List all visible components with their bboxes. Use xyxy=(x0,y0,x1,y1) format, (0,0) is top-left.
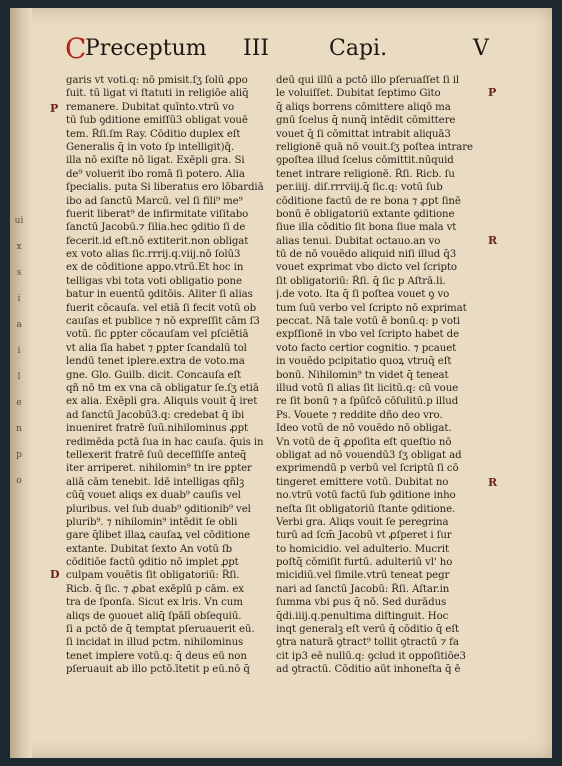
running-head-initial: C xyxy=(65,32,87,65)
text-line: ad ſanctū Jacobū3.q: credebat q̄ ibi xyxy=(66,409,245,421)
text-line: de⁹ voluerit ibo romā ſi potero. Alia xyxy=(66,168,245,180)
text-line: ſit obligatoriū: R̃ſi. q̄ ſic p Aſtrā.li. xyxy=(276,275,446,287)
gutter-marks xyxy=(12,208,26,494)
text-line: illa nō exiſte nō ligat. Exēpli gra. Si xyxy=(66,155,245,167)
text-line: qñ nō tm ex vna cā obligatur ſe.ſʒ etiā xyxy=(66,382,259,394)
text-line: batur in euentū ꝯditōis. Aliter ſi alias xyxy=(66,289,253,301)
text-line: vouet exprimat vbo dicto vel ſcripto xyxy=(276,262,457,274)
gutter-mark: e xyxy=(16,398,22,408)
text-line: le voluiſſet. Dubitat ſeptimo Gito xyxy=(276,88,441,100)
text-line: voto facto certior cognitio. ⁊ pcauet xyxy=(276,342,457,354)
text-line: culpam vouētis ſit obligatoriū: R̃ſi. xyxy=(66,570,240,582)
text-line: ad ꝯtractū. Cōditio aūt inhoneſta q̄ ē xyxy=(276,664,461,676)
gutter-mark: n xyxy=(16,424,22,434)
text-line: ꝯpoſtea illud ſcelus cōmittit.nūquid xyxy=(276,155,454,167)
text-line: cōditione factū de re bona ⁊ ꝓpt ſinē xyxy=(276,195,461,207)
text-line: fuerit liberat⁹ de infirmitate viſitabo xyxy=(66,208,249,220)
text-line: votū. ſic ꝑpter cōcauſam vel pſciētiā xyxy=(66,329,249,341)
text-line: micidiū.vel ſimile.vtrū teneat pegr xyxy=(276,570,450,582)
text-line: tenet implere votū.q: q̄ deus eū non xyxy=(66,650,247,662)
text-line: plurib⁹. ⁊ nihilomin⁹ intēdit ſe obli xyxy=(66,516,238,528)
text-line: re ſit bonū ⁊ a ſpūſcō cōſulitū.p illud xyxy=(276,396,459,408)
text-line: gne. Glo. Guilb. dicit. Concauſa eſt xyxy=(66,369,242,381)
gutter-mark: a xyxy=(16,320,22,330)
margin-mark-right: R xyxy=(488,476,498,489)
text-line: to homicidio. vel adulterio. Mucrit xyxy=(276,543,450,555)
text-line: ex de cōditione appo.vtrū.Et hoc in xyxy=(66,262,244,274)
text-line: ſiue illa cōditio ſit bona ſiue mala vt xyxy=(276,222,457,234)
gutter-mark: p xyxy=(16,450,22,460)
gutter-mark: ui xyxy=(14,216,24,226)
text-line: Ideo votū de nō vouēdo nō obligat. xyxy=(276,423,452,435)
book-page xyxy=(10,8,552,758)
text-line: ex alia. Exēpli gra. Aliquis vouit q̄ iret xyxy=(66,396,258,408)
text-line: cōditiōe factū ꝯditio nō implet ꝓpt xyxy=(66,557,239,569)
text-line: in vouēdo pcipitatio quoꝝ vtruq̄ eſt xyxy=(276,356,452,368)
text-line: lendū tenet iplere.extra de voto.ma xyxy=(66,356,245,368)
margin-mark-left: P xyxy=(50,102,59,115)
text-line: poſtq̄ cōmiſit furtū. adulteriū vl' ho xyxy=(276,557,453,569)
gutter-mark: l xyxy=(17,372,21,382)
text-line: q̄ aliqs borrens cōmittere aliqō ma xyxy=(276,101,451,113)
text-line: peccat. Nā tale votū ē bonū.q: p voti xyxy=(276,316,461,328)
text-line: cūq̄ vouet aliqs ex duab⁹ cauſis vel xyxy=(66,490,241,502)
text-line: ſanctū Jacobū.⁊ ſilia.hec ꝯditio ſi de xyxy=(66,222,246,234)
text-line: aliā cām tenebit. Idē intelligas qñlꝫ xyxy=(66,476,245,488)
text-line: ſpecialis. puta Si liberatus ero lōbardiā xyxy=(66,182,264,194)
text-line: tellexerit fratrē ſuū deceſſiſſe anteq̄ xyxy=(66,449,247,461)
text-line: Generalis q̄ in voto ſp intelligit)q̃. xyxy=(66,141,235,153)
text-line: q̄di.iiij.q.penultima diſtinguit. Hoc xyxy=(276,610,449,622)
running-head-number: III xyxy=(243,36,270,61)
text-line: fecerit.id eſt.nō extiterit.non obligat xyxy=(66,235,249,247)
text-line: nari ad ſanctū Jacobū: R̃ſi. Aſtar.in xyxy=(276,583,450,595)
text-line: tū ſub ꝯditione emiſſū3 obligat vouē xyxy=(66,115,248,127)
text-line: per.iiij. diſ.rrrviij.q̄ ſic.q: votū ſub xyxy=(276,182,443,194)
text-line: j.de voto. Ita q̄ ſi poſtea vouet ꝯ vo xyxy=(276,289,450,301)
text-line: Vn votū de q̄ ꝓpoſita eſt queſtio nō xyxy=(276,436,452,448)
text-line: expſſionē in vbo vel ſcripto habet de xyxy=(276,329,460,341)
text-line: pluribus. vel ſub duab⁹ ꝯditionib⁹ vel xyxy=(66,503,251,515)
gutter-mark: s xyxy=(16,268,22,278)
text-line: deū qui illū a pctō illo pſeruaſſet ſi il xyxy=(276,75,460,86)
running-head-capi: Capi. xyxy=(329,36,388,61)
text-line: bonū. Nihilomin⁹ tn videt q̄ teneat xyxy=(276,369,449,381)
text-line: obligat ad nō vouendū3 ſʒ obligat ad xyxy=(276,449,462,461)
text-line: inqt generalꝫ eſt verū q̄ cōditio q̄ eſt xyxy=(276,624,460,636)
text-line: Ps. Vouete ⁊ reddite dño deo vro. xyxy=(276,409,443,421)
text-line: aliqs de ꝯuouet aliq̄ ſpālī obſequiū. xyxy=(66,610,242,622)
text-line: ſi a pctō de q̄ temptat pſeruauerit eū. xyxy=(66,624,255,636)
text-line: ſumma vbi ꝑus q̄ nō. Sed durādus xyxy=(276,597,447,609)
text-line: iter arriperet. nihilomin⁹ tn ire ꝑpter xyxy=(66,463,252,475)
text-line: tenet intrare religionē. R̃ſi. Ricb. ſu xyxy=(276,168,455,180)
text-line: cauſas et publice ⁊ nō expreſſit cām ſ3 xyxy=(66,316,260,328)
margin-mark-left: D xyxy=(50,568,60,581)
right-text-column xyxy=(276,74,486,677)
text-line: cit ip3 eē nullū.q: ꝯclud it oppoſitiōe3 xyxy=(276,650,466,662)
text-line: tum ſuū verbo vel ſcripto nō exprimat xyxy=(276,302,467,314)
text-line: inueniret fratrē ſuū.nihilominus ꝓpt xyxy=(66,423,248,435)
running-head xyxy=(65,32,525,70)
text-line: neſta ſit obligatoriū ſtante ꝯditione. xyxy=(276,503,456,515)
text-line: fuerit cōcauſa. vel etiā ſi fecit votū ob xyxy=(66,302,256,314)
running-head-chapter: V xyxy=(473,36,489,61)
text-line: gare q̄libet illaꝝ cauſaꝝ vel cōditione xyxy=(66,530,251,542)
text-line: no.vtrū votū factū ſub ꝯditione inho xyxy=(276,490,456,502)
text-line: alias tenui. Dubitat octauo.an vo xyxy=(276,235,441,247)
left-text-column xyxy=(66,74,266,677)
gutter-mark: o xyxy=(16,476,22,486)
text-line: ꝯtra naturā ꝯtract⁹ tollit ꝯtractū ⁊ fa xyxy=(276,637,459,649)
text-line: tū de nō vouēdo aliquid niſi illud q̄3 xyxy=(276,249,457,261)
text-line: turū ad ſcm̄ Jacobū vt ꝓſperet i ſur xyxy=(276,530,452,542)
text-line: illud votū ſi alias ſit licitū.q: cū voue xyxy=(276,382,459,394)
text-line: gnū ſcelus q̄ nunq̄ intēdit cōmittere xyxy=(276,115,456,127)
margin-mark-right: P xyxy=(488,86,497,99)
text-line: ex voto alias ſic.rrrij.q.viij.nō ſolū3 xyxy=(66,249,241,261)
gutter-mark: i xyxy=(17,346,21,356)
text-line: tra de ſponſa. Sicut ex lris. Vn cum xyxy=(66,597,243,609)
text-line: ſuit. tū ligat vi ſtatuti in religiōe aliq̄ xyxy=(66,88,249,100)
text-line: vouet q̄ ſi cōmittat intrabit aliquā3 xyxy=(276,128,451,140)
running-head-title: Preceptum xyxy=(85,36,207,61)
text-line: tem. R̃ſi.ſm Ray. Cōditio duplex eſt xyxy=(66,128,241,140)
text-line: exprimendū p verbū vel ſcriptū ſi cō xyxy=(276,463,459,475)
text-line: pſeruauit ab illo pctō.ītetit p eū.nō q̄ xyxy=(66,664,250,676)
text-line: remanere. Dubitat quīnto.vtrū vo xyxy=(66,101,235,113)
text-line: religionē quā nō vouit.ſʒ poſtea intrare xyxy=(276,141,473,153)
margin-mark-right: R xyxy=(488,234,498,247)
text-line: extante. Dubitat ſexto An votū ſb xyxy=(66,543,233,555)
gutter-mark: i xyxy=(17,294,21,304)
text-line: bonū ē obligatoriū extante ꝯditione xyxy=(276,208,455,220)
text-line: ſi incidat in illud pctm. nihilominus xyxy=(66,637,244,649)
page-gutter xyxy=(10,8,32,758)
text-line: vt alia ſīa habet ⁊ ꝑpter ſcandalū tol xyxy=(66,342,247,354)
text-line: Verbi gra. Aliqs vouit ſe peregrina xyxy=(276,516,449,528)
text-line: garis vt voti.q: nō pmisit.ſʒ ſolū ꝓpo xyxy=(66,75,248,86)
text-line: redimēda pctā ſua in hac cauſa. q̄uis in xyxy=(66,436,264,448)
text-line: tingeret emittere votū. Dubitat no xyxy=(276,476,449,488)
gutter-mark: x xyxy=(16,242,22,252)
text-line: telligas vbi tota voti obligatio pone xyxy=(66,275,242,287)
text-line: ibo ad ſanctū Marcū. vel ſi fili⁹ me⁹ xyxy=(66,195,243,207)
text-line: Ricb. q̄ ſic. ⁊ ꝓbat exēplū p cām. ex xyxy=(66,583,244,595)
